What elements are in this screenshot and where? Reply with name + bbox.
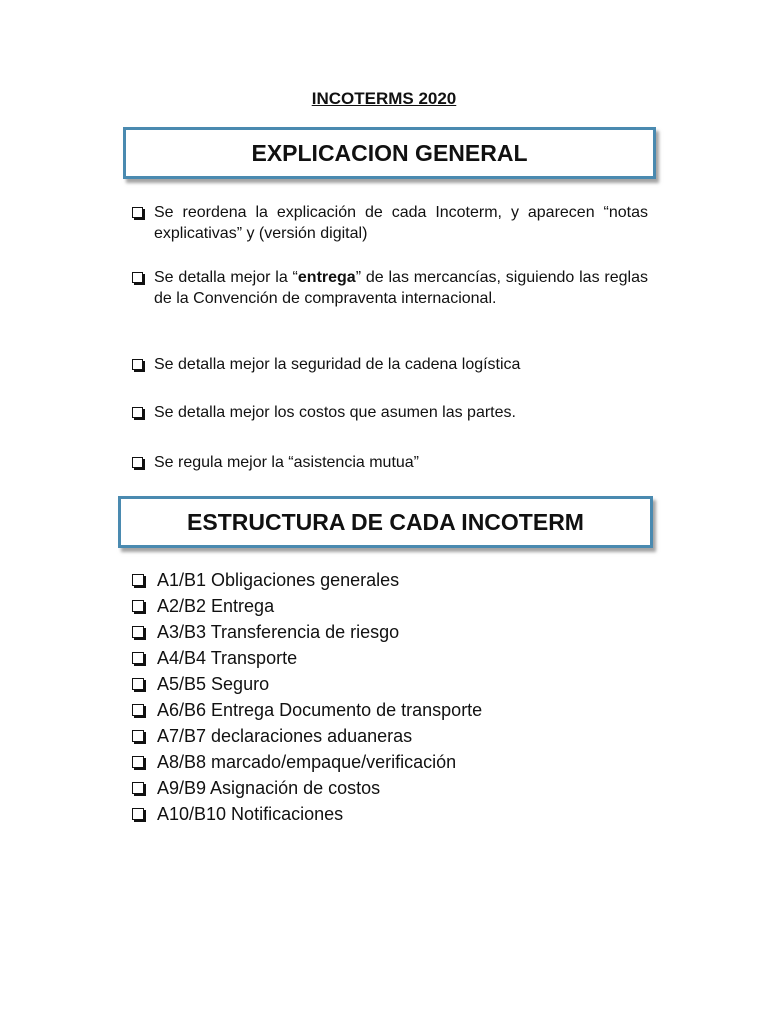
list-item-text: Se detalla mejor la seguridad de la cadena logística — [154, 356, 521, 373]
checkbox-bullet-icon — [132, 626, 144, 638]
list-item — [132, 724, 412, 748]
emphasis-text: entrega — [297, 269, 356, 286]
list-item — [132, 354, 648, 375]
checkbox-bullet-icon — [132, 652, 144, 664]
list-item-text: Se regula mejor la “asistencia mutua” — [154, 454, 420, 471]
list-item-text: A2/B2 Entrega — [157, 596, 275, 616]
list-item — [132, 776, 380, 800]
list-item-text: A7/B7 declaraciones aduaneras — [157, 726, 413, 746]
checkbox-bullet-icon — [132, 457, 143, 468]
document-title: INCOTERMS 2020 — [311, 89, 457, 108]
list-item-text: A1/B1 Obligaciones generales — [157, 570, 400, 590]
checkbox-bullet-icon — [132, 678, 144, 690]
list-item — [132, 568, 399, 592]
checkbox-bullet-icon — [132, 730, 144, 742]
list-item-text: Se detalla mejor los costos que asumen las partes. — [154, 404, 516, 421]
checkbox-bullet-icon — [132, 407, 143, 418]
checkbox-bullet-icon — [132, 359, 143, 370]
list-item — [132, 802, 343, 826]
list-item — [132, 267, 648, 309]
checkbox-bullet-icon — [132, 756, 144, 768]
list-item-text: A8/B8 marcado/empaque/verificación — [157, 752, 457, 772]
list-item-text: A9/B9 Asignación de costos — [157, 778, 381, 798]
list-item — [132, 452, 648, 473]
list-item — [132, 620, 399, 644]
list-item — [132, 698, 482, 722]
list-item — [132, 672, 269, 696]
list-item — [132, 594, 274, 618]
list-item-text: A10/B10 Notificaciones — [157, 804, 344, 824]
list-item-text: A3/B3 Transferencia de riesgo — [157, 622, 400, 642]
checkbox-bullet-icon — [132, 574, 144, 586]
section-heading-text: EXPLICACION GENERAL — [251, 139, 528, 166]
checkbox-bullet-icon — [132, 272, 143, 283]
list-item-text: A4/B4 Transporte — [157, 648, 298, 668]
checkbox-bullet-icon — [132, 207, 143, 218]
list-item — [132, 646, 297, 670]
section-heading-explicacion — [123, 127, 656, 179]
checkbox-bullet-icon — [132, 782, 144, 794]
section-heading-text: ESTRUCTURA DE CADA INCOTERM — [187, 508, 584, 535]
list-item-text: Se detalla mejor la “entrega” de las mercancías, siguiendo las reglas de la Convención de compraventa internacional. — [154, 269, 648, 307]
checkbox-bullet-icon — [132, 600, 144, 612]
checkbox-bullet-icon — [132, 808, 144, 820]
list-item — [132, 750, 456, 774]
list-item-text: A5/B5 Seguro — [157, 674, 270, 694]
list-item-text: A6/B6 Entrega Documento de transporte — [157, 700, 483, 720]
section-heading-estructura — [118, 496, 653, 548]
checkbox-bullet-icon — [132, 704, 144, 716]
list-item-text: Se reordena la explicación de cada Incoterm, y aparecen “notas explicativas” y (versión digital) — [154, 204, 648, 242]
list-item — [132, 202, 648, 244]
list-item — [132, 402, 648, 423]
